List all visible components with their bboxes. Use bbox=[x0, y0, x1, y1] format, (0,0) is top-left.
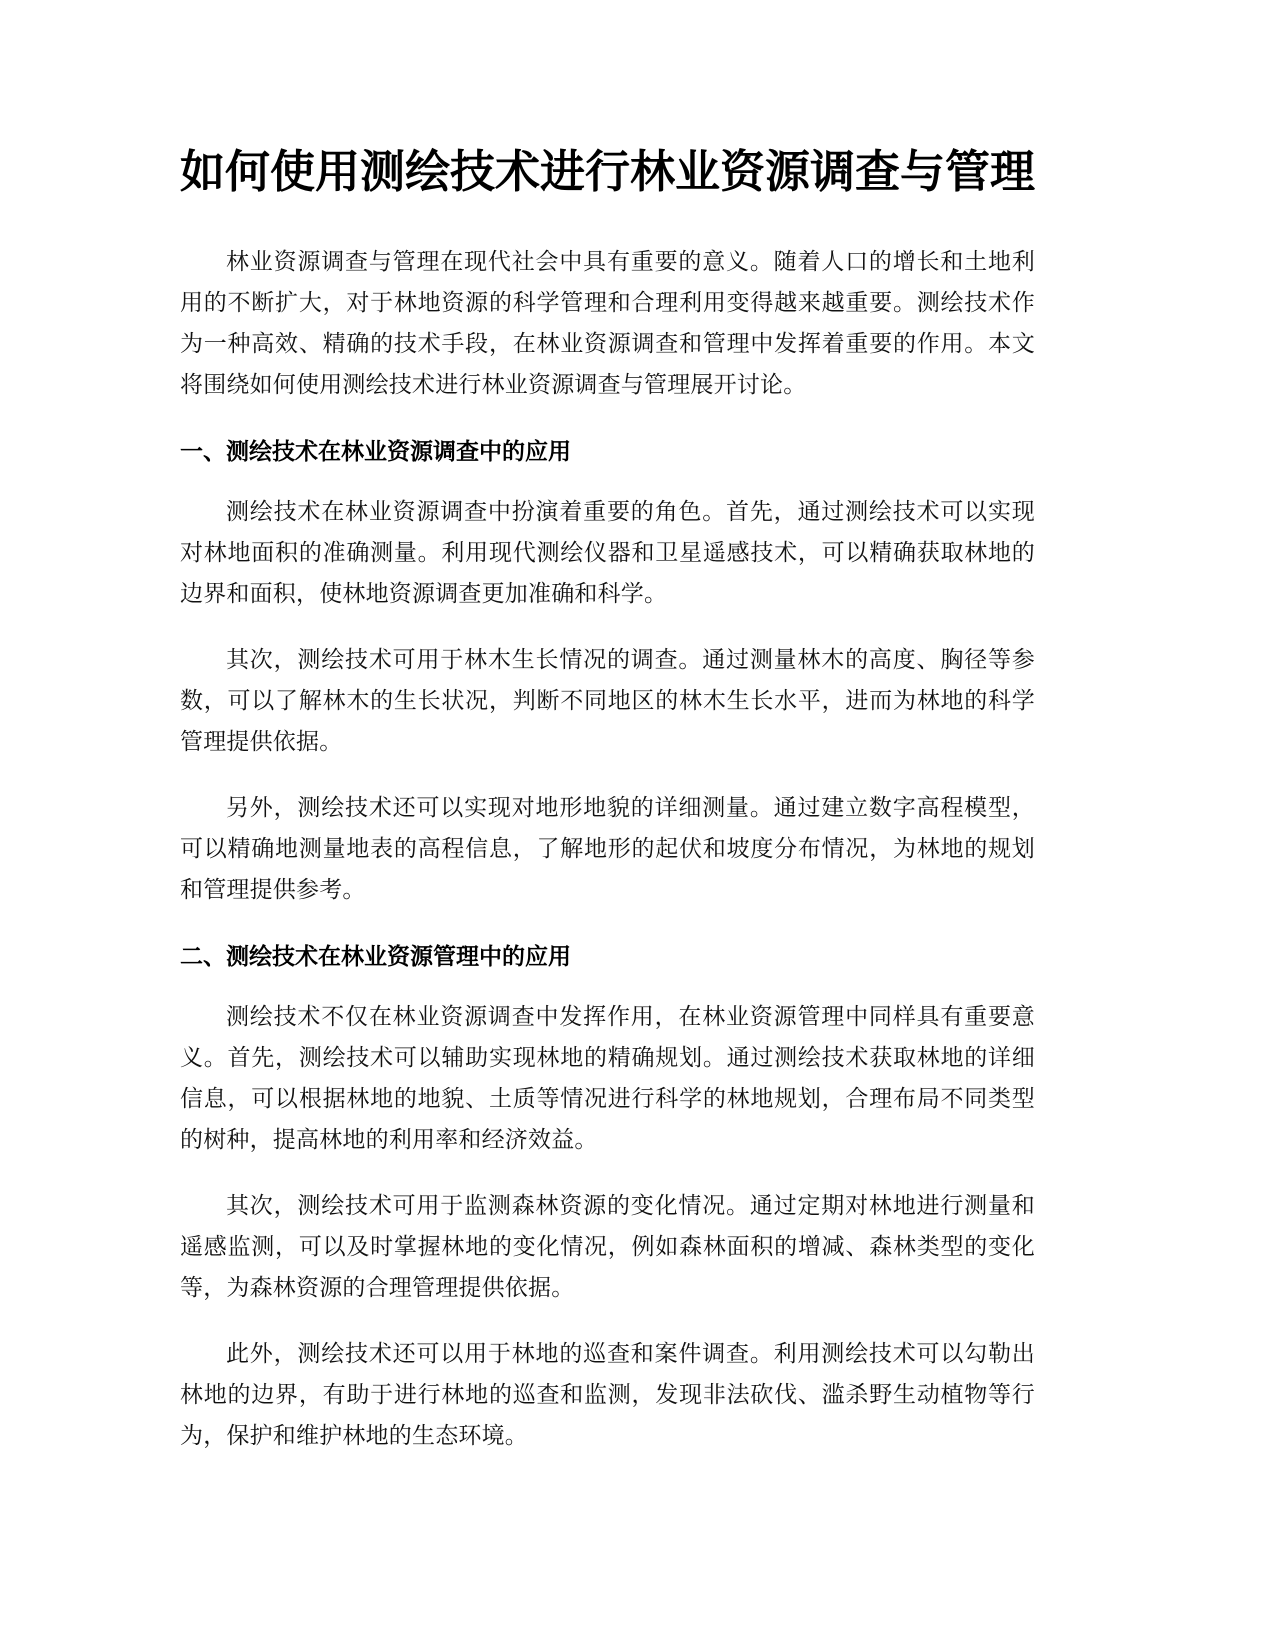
spacer bbox=[180, 1161, 1035, 1186]
section-1-paragraph-2: 其次，测绘技术可用于林木生长情况的调查。通过测量林木的高度、胸径等参数，可以了解林木的生长状况，判断不同地区的林木生长水平，进而为林地的科学管理提供依据。 bbox=[180, 647, 1035, 755]
spacer bbox=[180, 615, 1035, 640]
section-1-heading: 一、测绘技术在林业资源调查中的应用 bbox=[180, 439, 571, 465]
spacer bbox=[180, 763, 1035, 788]
document-title: 如何使用测绘技术进行林业资源调查与管理 bbox=[180, 145, 1036, 198]
section-1-paragraph-3: 另外，测绘技术还可以实现对地形地貌的详细测量。通过建立数字高程模型，可以精确地测量地表的高程信息，了解地形的起伏和坡度分布情况，为林地的规划和管理提供参考。 bbox=[180, 795, 1035, 903]
spacer bbox=[180, 406, 1035, 432]
spacer bbox=[180, 911, 1035, 937]
section-2-heading: 二、测绘技术在林业资源管理中的应用 bbox=[180, 944, 571, 970]
spacer bbox=[180, 977, 1035, 997]
section-1-paragraph-1: 测绘技术在林业资源调查中扮演着重要的角色。首先，通过测绘技术可以实现对林地面积的准确测量。利用现代测绘仪器和卫星遥感技术，可以精确获取林地的边界和面积，使林地资源调查更加准确和科学。 bbox=[180, 499, 1035, 607]
spacer bbox=[180, 472, 1035, 492]
section-2-paragraph-2: 其次，测绘技术可用于监测森林资源的变化情况。通过定期对林地进行测量和遥感监测，可以及时掌握林地的变化情况，例如森林面积的增减、森林类型的变化等，为森林资源的合理管理提供依据。 bbox=[180, 1193, 1035, 1301]
section-2-paragraph-1: 测绘技术不仅在林业资源调查中发挥作用，在林业资源管理中同样具有重要意义。首先，测绘技术可以辅助实现林地的精确规划。通过测绘技术获取林地的详细信息，可以根据林地的地貌、土质等情况进行科学的林地规划，合理布局不同类型的树种，提高林地的利用率和经济效益。 bbox=[180, 1004, 1035, 1153]
spacer bbox=[180, 1309, 1035, 1334]
intro-paragraph: 林业资源调查与管理在现代社会中具有重要的意义。随着人口的增长和土地利用的不断扩大，对于林地资源的科学管理和合理利用变得越来越重要。测绘技术作为一种高效、精确的技术手段，在林业资源调查和管理中发挥着重要的作用。本文将围绕如何使用测绘技术进行林业资源调查与管理展开讨论。 bbox=[180, 249, 1035, 398]
section-2-paragraph-3: 此外，测绘技术还可以用于林地的巡查和案件调查。利用测绘技术可以勾勒出林地的边界，有助于进行林地的巡查和监测，发现非法砍伐、滥杀野生动植物等行为，保护和维护林地的生态环境。 bbox=[180, 1341, 1035, 1449]
document-page bbox=[180, 140, 1035, 1457]
spacer bbox=[180, 204, 1035, 242]
